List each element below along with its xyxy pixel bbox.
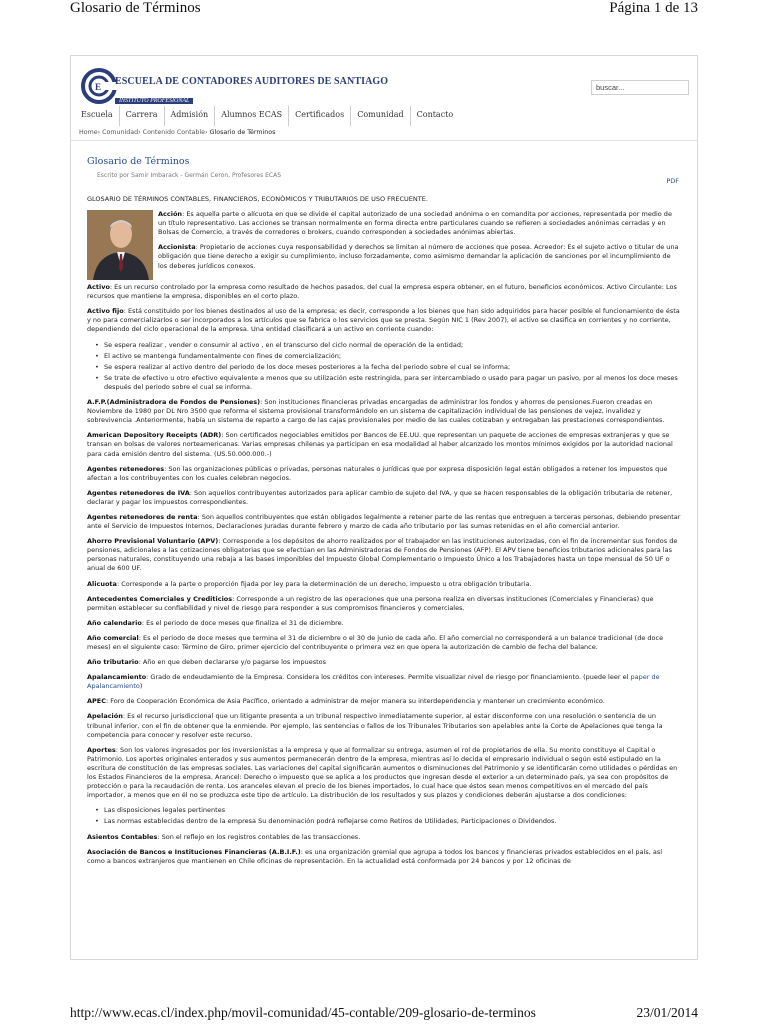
site-header (71, 56, 697, 104)
term-label: Alicuota (87, 579, 117, 588)
breadcrumb-separator: › (205, 129, 208, 136)
term-label: Aportes (87, 745, 116, 754)
term-label: Activo (87, 283, 110, 292)
term-label: Año calendario (87, 618, 142, 627)
breadcrumb-home[interactable]: Home (79, 129, 98, 136)
term-definition: : Son el reflejo en los registros contables de las transacciones. (157, 832, 361, 841)
term-apv (87, 537, 681, 573)
site-logo-text (115, 76, 388, 106)
article-body (87, 195, 681, 872)
term-accionista (87, 243, 681, 270)
term-anio-calendario (87, 619, 681, 628)
term-afp (87, 398, 681, 425)
page-frame (70, 55, 698, 960)
term-asientos (87, 833, 681, 842)
breadcrumb-current: Glosario de Términos (209, 129, 276, 136)
print-header-page: Página 1 de 13 (609, 0, 698, 16)
article-byline: Escrito por Samir Imbarack - Germán Ceron, Profesores ECAS (97, 172, 282, 179)
nav-item-certificados[interactable]: Certificados (289, 106, 351, 126)
term-adr (87, 431, 681, 458)
breadcrumb-separator: › (97, 129, 101, 136)
term-definition: : Son aquellos contribuyentes autorizados para aplicar cambio de sujeto del IVA, y que se hacen responsables de la obligación tributaria de retener, declarar y pagar los impuestos correspondientes. (87, 488, 673, 506)
list-item: • Se trate de efectivo u otro efectivo equivalente a menos que su utilización este restringida, para ser intercambiado o usado para pagar un pasivo, por al menos los doce meses después del periodo sobre el cual se informa. (95, 374, 681, 392)
pdf-link[interactable]: PDF (666, 177, 679, 185)
breadcrumb (79, 129, 275, 136)
term-label: A.F.P.(Administradora de Fondos de Pensiones) (87, 398, 261, 407)
print-header (70, 0, 698, 22)
term-definition: : Son aquellos contribuyentes que están obligados legalmente a retener parte de las rentas que entreguen a terceras personas, debiendo presentar ante el Servicio de Impuestos Internos, Declaraciones Juradas durante febrero y marzo de cada año tributario por las sumas retenidas en el año comercial anterior. (87, 512, 681, 531)
term-definition: : Son certificados negociables emitidos por Bancos de EE.UU. que representan un paquete de acciones de empresas extranjeras y que se transan en bolsas de valores norteamericanas. Varias empresas chilenas ya participan en esa modalidad al haber alcanzado los montos mínimos exigidos por la autoridad nacional para cada emisión dentro del sistema. (US.50.000.000.-) (87, 431, 673, 458)
nav-item-carrera[interactable]: Carrera (120, 106, 165, 126)
nav-item-contacto[interactable]: Contacto (416, 110, 454, 119)
nav-item-comunidad[interactable]: Comunidad (351, 106, 410, 126)
main-nav (75, 106, 459, 126)
term-agentes-retenedores (87, 465, 681, 483)
print-footer-url: http://www.ecas.cl/index.php/movil-comunidad/45-contable/209-glosario-de-terminos (70, 1005, 536, 1020)
term-agentes-renta (87, 513, 681, 531)
apalancamiento-paper-link[interactable]: paper de Apalancamiento (87, 673, 660, 691)
term-definition: : Son instituciones financieras privadas encargadas de administrar los fondos y ahorros de pensiones.Fueron creadas en Noviembre de 1980 por DL Nro 3500 que reforma el sistema provisional transformándolo en un sistema de capitalización individual de las pensiones de vejez, invalidez y sobrevivencia .Anteriormente, había un sistema de reparto a cargo de las cajas provisionales por medio de las cuales cotizaban y entregaban las prestaciones correspondientes. (87, 398, 665, 425)
term-definition: : Está constituido por los bienes destinados al uso de la empresa; es decir, corresponde a los bienes que han sido adquiridos para hacer posible el funcionamiento de ésta y no para comercializarlos o ser incorporados a los artículos que se fabrica o los servicios que se presta. Según NIC 1 (Rev 2007), el activo se clasifica en corrientes y no corriente, dependiendo del ciclo operacional de la empresa. Una entidad clasificará a un activo en corriente cuando: (87, 307, 680, 334)
term-activo-fijo (87, 307, 681, 334)
term-accion (87, 210, 681, 237)
term-activo (87, 283, 681, 301)
term-label: Asientos Contables (87, 832, 158, 841)
term-label: Ahorro Previsional Voluntario (APV) (87, 537, 219, 546)
nav-item-admision[interactable]: Admisión (165, 106, 216, 126)
term-label: Antecedentes Comerciales y Crediticios (87, 594, 233, 603)
term-definition: : Año en que deben declararse y/o pagarse los impuestos (138, 658, 327, 667)
term-label: Asociación de Bancos e Instituciones Financieras (A.B.I.F.) (87, 847, 301, 856)
term-definition: : Corresponde a la parte o proporción fijada por ley para la determinación de un derecho, impuesto u otra obligación tributaria. (116, 579, 532, 588)
list-item: • Las normas establecidas dentro de la empresa Su denominación podrá reflejarse como Retiros de Utilidades, Participaciones o Dividendos. (95, 817, 681, 826)
breadcrumb-contenido[interactable]: Contenido Contable (142, 129, 206, 136)
term-definition: : Son los valores ingresados por los inversionistas a la empresa y que al formalizar su entrega, asumen el rol de propietarios de ella. Su monto constituye el Capital o Patrimonio. Los aportes originales enterados y sus aumentos permanecerán dentro de la empresa, mientras así lo decida el empresario individual o según esté estipulado en la escritura de constitución de las empresas sociales. Las variaciones del capital significarán aumentos o disminuciones del Patrimonio y se identificarán como utilidades o pérdidas en los Estados Financieros de la empresa. Arancel: Derecho o impuesto que se aplica a los productos que ingresan desde el exterior a un determinado país, ya sea con propósitos de protección o para la recaudación de renta. Los aranceles elevan el precio de los bienes importados, lo cual hace que éstos sean menos competitivos en el mercado del país importador, a menos que en él no se produzca este tipo de artículo. La distribución de los resultados y sus plazos y condiciones deberán ajustarse a dos condiciones: (87, 745, 678, 800)
term-definition: : Foro de Cooperación Económica de Asia Pacífico, orientado a administrar de mejor manera su interdependencia y mantener un crecimiento económico. (106, 697, 605, 706)
intro-block (87, 210, 681, 283)
term-label: Agentes retenedores de renta (87, 512, 198, 521)
term-definition-tail: ) (139, 682, 143, 691)
list-item: • Se espera realizar al activo dentro del periodo de los doce meses posteriores a la fecha del periodo sobre el cual se informa; (95, 363, 681, 372)
search-input[interactable]: buscar... (591, 80, 689, 95)
aportes-list (95, 806, 681, 826)
term-definition: : Es un recurso controlado por la empresa como resultado de hechos pasados, del cual la empresa espera obtener, en el futuro, beneficios económicos. Activo Circulante: Los recursos que mantiene la empresa, disponibles en el corto plazo. (87, 283, 677, 301)
svg-text:E: E (95, 82, 102, 92)
term-label: Agentes retenedores (87, 464, 165, 473)
breadcrumb-separator: › (138, 129, 141, 136)
list-item: • Las disposiciones legales pertinentes (95, 806, 681, 815)
term-definition: : es una organización gremial que agrupa a todos los bancos y financieras privados establecidos en el país, así como a bancos extranjeros que mantienen en Chile oficinas de representación. En la actualidad está conformada por 24 bancos y por 12 oficinas de (87, 847, 663, 865)
term-abif (87, 848, 681, 866)
list-item: • El activo se mantenga fundamentalmente con fines de comercialización; (95, 352, 681, 361)
nav-item-escuela[interactable]: Escuela (75, 106, 120, 126)
term-label: Apelación (87, 712, 123, 721)
term-definition: : Corresponde a un registro de las operaciones que una persona realiza en diversas instituciones (Comerciales y Financieras) que permiten establecer su confiabilidad y nivel de riesgo para responder a sus compromisos financieros y comerciales. (87, 594, 654, 612)
term-anio-tributario (87, 658, 681, 667)
term-definition: : Propietario de acciones cuya responsabilidad y derechos se limitan al número de acciones que posea. Acreedor: Es el sujeto activo o titular de una obligación que tiene derecho a exigir su cumplimiento, incluso forzadamente, como asimismo demandar la aplicación de sanciones por el incumplimiento de los deberes jurídicos conexos. (158, 243, 679, 270)
term-apec (87, 697, 681, 706)
term-label: Año tributario (87, 658, 139, 667)
nav-item-alumnos[interactable]: Alumnos ECAS (215, 106, 289, 126)
article-lead: GLOSARIO DE TÉRMINOS CONTABLES, FINANCIEROS, ECONÓMICOS Y TRIBUTARIOS DE USO FRECUENTE. (87, 195, 428, 203)
author-photo (87, 210, 153, 280)
site-name: ESCUELA DE CONTADORES AUDITORES DE SANTIAGO (115, 76, 389, 87)
term-label: Año comercial (87, 633, 139, 642)
term-aportes (87, 746, 681, 801)
term-antecedentes (87, 595, 681, 613)
term-label: American Depository Receipts (ADR) (87, 431, 222, 440)
term-label: Activo fijo (87, 307, 124, 316)
term-label: Agentes retenedores de IVA (87, 488, 190, 497)
article-title: Glosario de Términos (87, 156, 190, 167)
term-definition: : Es el recurso jurisdiccional que un litigante presenta a un tribunal respectivo inmediatamente superior, al estar disconforme con una resolución o sentencia de un tribunal inferior, con el fin de obtener que la enmiende. Por ejemplo, las sentencias o fallos de los Tribunales Tributarios son apelables ante la Corte de Apelaciones que tenga la competencia para conocer y resolver este recurso. (87, 712, 663, 739)
term-alicuota (87, 580, 681, 589)
term-definition: : Es aquella parte o alícuota en que se divide el capital autorizado de una sociedad anónima o en comandita por acciones, representada por medio de un título representativo. Las acciones se transan normalmente en forma directa entre particulares cuando se refieren a sociedades anónimas cerradas y en Bolsas de Comercio, a través de corredores o brokers, cuando corresponden a sociedades anónimas abiertas. (158, 210, 672, 237)
print-header-title: Glosario de Términos (70, 0, 201, 16)
term-definition: : Es el periodo de doce meses que termina el 31 de diciembre o el 30 de junio de cada año. El año comercial no corresponderá a un balance tradicional (de doce meses) en el siguiente caso: Término de Giro, primer ejercicio del contribuyente o primera vez en que opera la autorización de cambio de fecha del balance. (87, 633, 664, 651)
term-label: Acción (158, 210, 183, 219)
list-item: • Se espera realizar , vender o consumir al activo , en el transcurso del ciclo normal de operación de la entidad; (95, 341, 681, 350)
term-definition: : Grado de endeudamiento de la Empresa. Considera los créditos con intereses. Permite visualizar nivel de riesgo por financiamiento. (puede leer el (146, 673, 631, 682)
term-label: Apalancamiento (87, 673, 147, 682)
print-footer-date: 23/01/2014 (636, 1005, 698, 1020)
site-subtitle: INSTITUTO PROFESIONAL (115, 98, 193, 104)
term-definition: : Es el periodo de doce meses que finaliza el 31 de diciembre. (141, 618, 344, 627)
term-apalancamiento (87, 673, 681, 691)
term-definition: : Son las organizaciones públicas o privadas, personas naturales o jurídicas que por expresa disposición legal están obligados a retener los impuestos que afectan a los contribuyentes con los cuales celebran negocios. (87, 464, 668, 482)
term-definition: : Corresponde a los depósitos de ahorro realizados por el trabajador en las instituciones autorizadas, con el fin de incrementar sus fondos de pensiones, adicionales a las cotizaciones obligatorias que se efectúan en las Administradoras de Fondos de Pensiones (AFP). El APV tiene beneficios tributarios adicionales para las personas naturales, constituyendo una rebaja a las bases imponibles del Impuesto Global Complementario o Impuesto Único a los Trabajadores hasta un tope mensual de 50 UF o anual de 600 UF. (87, 537, 678, 573)
term-apelacion (87, 712, 681, 739)
term-label: APEC (87, 697, 107, 706)
ecas-logo-icon[interactable] (81, 68, 117, 104)
activo-fijo-list (95, 341, 681, 392)
breadcrumb-comunidad[interactable]: Comunidad (102, 129, 139, 136)
term-anio-comercial (87, 634, 681, 652)
term-label: Accionista (158, 243, 196, 252)
term-agentes-iva (87, 489, 681, 507)
divider (71, 140, 697, 141)
